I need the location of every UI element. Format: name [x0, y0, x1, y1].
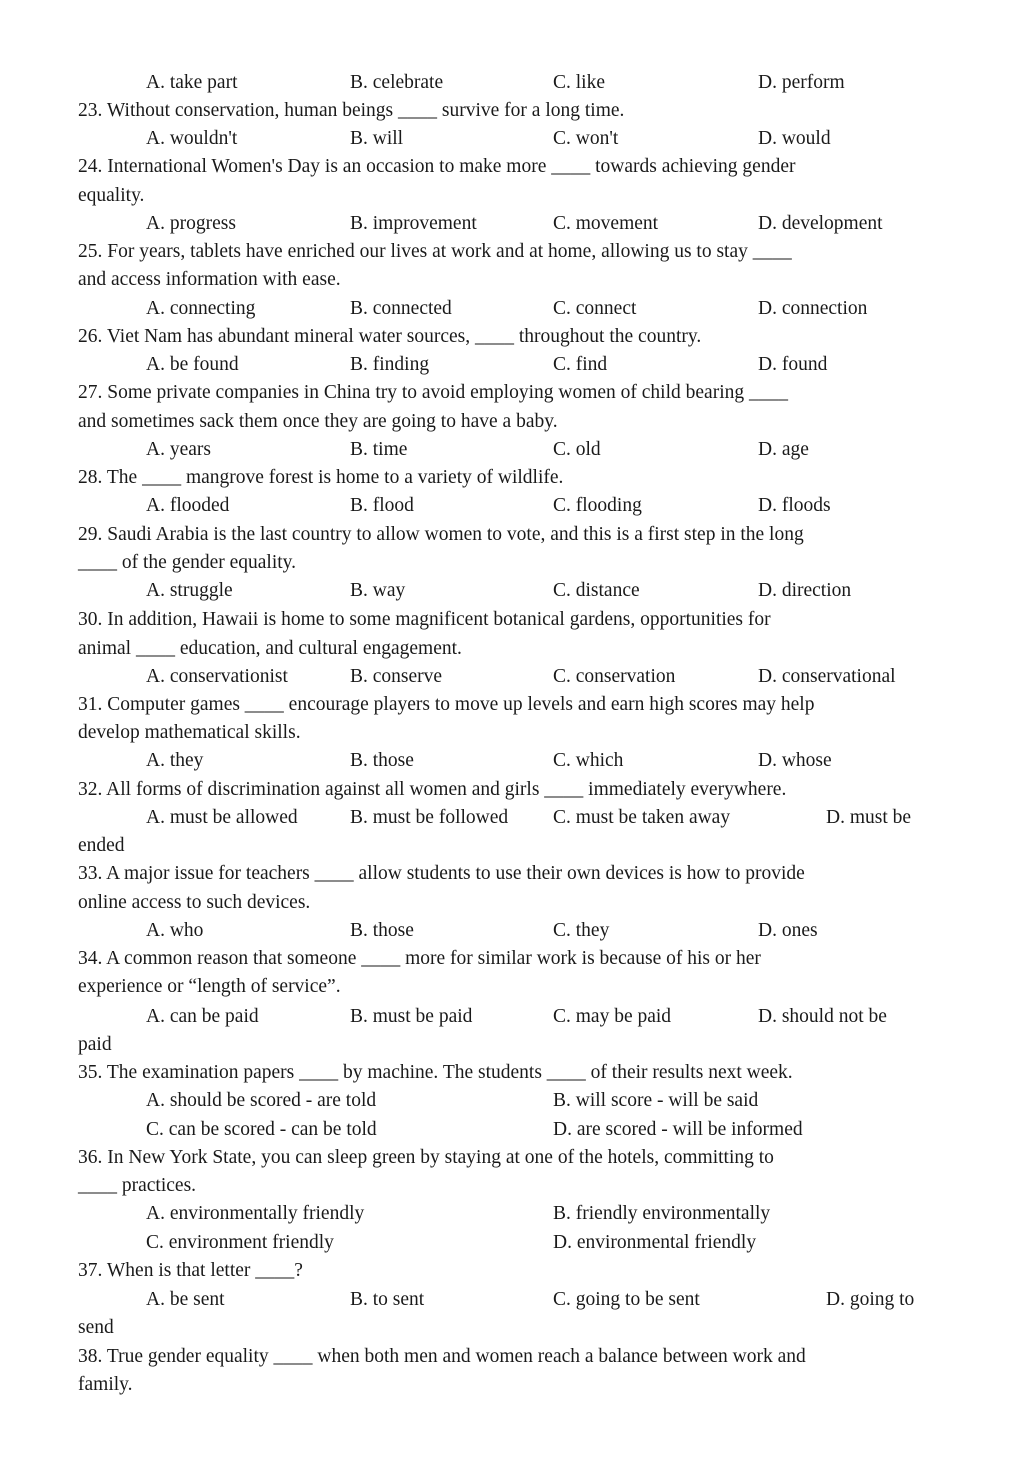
q36-stem-continued: ____ practices.	[78, 1175, 197, 1196]
q30-option-b: B. conserve	[350, 666, 443, 687]
q27-option-d: D. age	[758, 439, 809, 460]
q30-stem: 30. In addition, Hawaii is home to some magnificent botanical gardens, opportunities for	[78, 609, 771, 630]
q35-option-b: B. will score - will be said	[553, 1090, 759, 1111]
q27-option-c: C. old	[553, 439, 601, 460]
q31-stem: 31. Computer games ____ encourage players to move up levels and earn high scores may help	[78, 694, 815, 715]
q24-stem-continued: equality.	[78, 185, 145, 206]
q26-option-d: D. found	[758, 354, 828, 375]
q24-option-a: A. progress	[146, 213, 236, 234]
q33-option-d: D. ones	[758, 920, 818, 941]
q33-stem: 33. A major issue for teachers ____ allow students to use their own devices is how to provide	[78, 863, 805, 884]
q37-option-c: C. going to be sent	[553, 1289, 700, 1310]
q28-option-a: A. flooded	[146, 495, 230, 516]
q32-option-d: D. must be	[826, 807, 912, 828]
q29-stem: 29. Saudi Arabia is the last country to allow women to vote, and this is a first step in the long	[78, 524, 804, 545]
q36-option-b: B. friendly environmentally	[553, 1203, 771, 1224]
q25-stem-continued: and access information with ease.	[78, 269, 341, 290]
q33-option-b: B. those	[350, 920, 414, 941]
q37-option-d: D. going to	[826, 1289, 915, 1310]
q30-option-d: D. conservational	[758, 666, 896, 687]
q25-option-b: B. connected	[350, 298, 452, 319]
q29-option-d: D. direction	[758, 580, 852, 601]
q30-option-c: C. conservation	[553, 666, 676, 687]
q31-option-d: D. whose	[758, 750, 832, 771]
q28-option-b: B. flood	[350, 495, 414, 516]
q23-option-a: A. wouldn't	[146, 128, 238, 149]
q34-option-a: A. can be paid	[146, 1006, 259, 1027]
q34-stem-continued: experience or “length of service”.	[78, 976, 341, 997]
q29-option-c: C. distance	[553, 580, 640, 601]
q31-option-c: C. which	[553, 750, 624, 771]
q36-option-d: D. environmental friendly	[553, 1232, 757, 1253]
q25-option-d: D. connection	[758, 298, 868, 319]
q32-option-c: C. must be taken away	[553, 807, 731, 828]
q26-option-b: B. finding	[350, 354, 430, 375]
q36-stem: 36. In New York State, you can sleep green by staying at one of the hotels, committing to	[78, 1147, 774, 1168]
q26-stem: 26. Viet Nam has abundant mineral water sources, ____ throughout the country.	[78, 326, 702, 347]
q27-stem-continued: and sometimes sack them once they are going to have a baby.	[78, 411, 558, 432]
q30-stem-continued: animal ____ education, and cultural engagement.	[78, 638, 462, 659]
q23-option-c: C. won't	[553, 128, 619, 149]
q34-option-d-wrap: paid	[78, 1034, 112, 1055]
q28-option-d: D. floods	[758, 495, 831, 516]
q24-option-d: D. development	[758, 213, 883, 234]
q35-option-c: C. can be scored - can be told	[146, 1119, 377, 1140]
q29-option-a: A. struggle	[146, 580, 233, 601]
q36-option-c: C. environment friendly	[146, 1232, 334, 1253]
q34-stem: 34. A common reason that someone ____ more for similar work is because of his or her	[78, 948, 761, 969]
q26-option-c: C. find	[553, 354, 608, 375]
q37-stem: 37. When is that letter ____?	[78, 1260, 303, 1281]
q23-option-b: B. will	[350, 128, 404, 149]
q32-stem: 32. All forms of discrimination against all women and girls ____ immediately everywhere.	[78, 779, 787, 800]
q22-option-d: D. perform	[758, 72, 845, 93]
q32-option-a: A. must be allowed	[146, 807, 298, 828]
q32-option-b: B. must be followed	[350, 807, 509, 828]
q35-stem: 35. The examination papers ____ by machine. The students ____ of their results next week.	[78, 1062, 793, 1083]
q25-option-c: C. connect	[553, 298, 637, 319]
q22-option-c: C. like	[553, 72, 605, 93]
q31-stem-continued: develop mathematical skills.	[78, 722, 301, 743]
q29-option-b: B. way	[350, 580, 406, 601]
q30-option-a: A. conservationist	[146, 666, 288, 687]
q25-stem: 25. For years, tablets have enriched our lives at work and at home, allowing us to stay ____	[78, 241, 792, 262]
q33-option-c: C. they	[553, 920, 610, 941]
q34-option-b: B. must be paid	[350, 1006, 473, 1027]
q28-option-c: C. flooding	[553, 495, 642, 516]
q24-stem: 24. International Women's Day is an occasion to make more ____ towards achieving gender	[78, 156, 796, 177]
q31-option-b: B. those	[350, 750, 414, 771]
q37-option-d-wrap: send	[78, 1317, 114, 1338]
q22-option-b: B. celebrate	[350, 72, 444, 93]
q29-stem-continued: ____ of the gender equality.	[78, 552, 297, 573]
q27-stem: 27. Some private companies in China try to avoid employing women of child bearing ____	[78, 382, 788, 403]
q22-option-a: A. take part	[146, 72, 238, 93]
q32-option-d-wrap: ended	[78, 835, 125, 856]
q23-option-d: D. would	[758, 128, 831, 149]
q38-stem-continued: family.	[78, 1374, 133, 1395]
q34-option-d: D. should not be	[758, 1006, 887, 1027]
q24-option-b: B. improvement	[350, 213, 477, 234]
q24-option-c: C. movement	[553, 213, 659, 234]
q28-stem: 28. The ____ mangrove forest is home to a variety of wildlife.	[78, 467, 564, 488]
q27-option-a: A. years	[146, 439, 211, 460]
q34-option-c: C. may be paid	[553, 1006, 672, 1027]
q36-option-a: A. environmentally friendly	[146, 1203, 365, 1224]
q37-option-a: A. be sent	[146, 1289, 225, 1310]
q33-option-a: A. who	[146, 920, 204, 941]
q37-option-b: B. to sent	[350, 1289, 425, 1310]
q33-stem-continued: online access to such devices.	[78, 892, 311, 913]
q35-option-a: A. should be scored - are told	[146, 1090, 377, 1111]
q23-stem: 23. Without conservation, human beings ____ survive for a long time.	[78, 100, 625, 121]
q38-stem: 38. True gender equality ____ when both men and women reach a balance between work and	[78, 1346, 806, 1367]
q35-option-d: D. are scored - will be informed	[553, 1119, 803, 1140]
q31-option-a: A. they	[146, 750, 204, 771]
q25-option-a: A. connecting	[146, 298, 256, 319]
q26-option-a: A. be found	[146, 354, 239, 375]
q27-option-b: B. time	[350, 439, 408, 460]
